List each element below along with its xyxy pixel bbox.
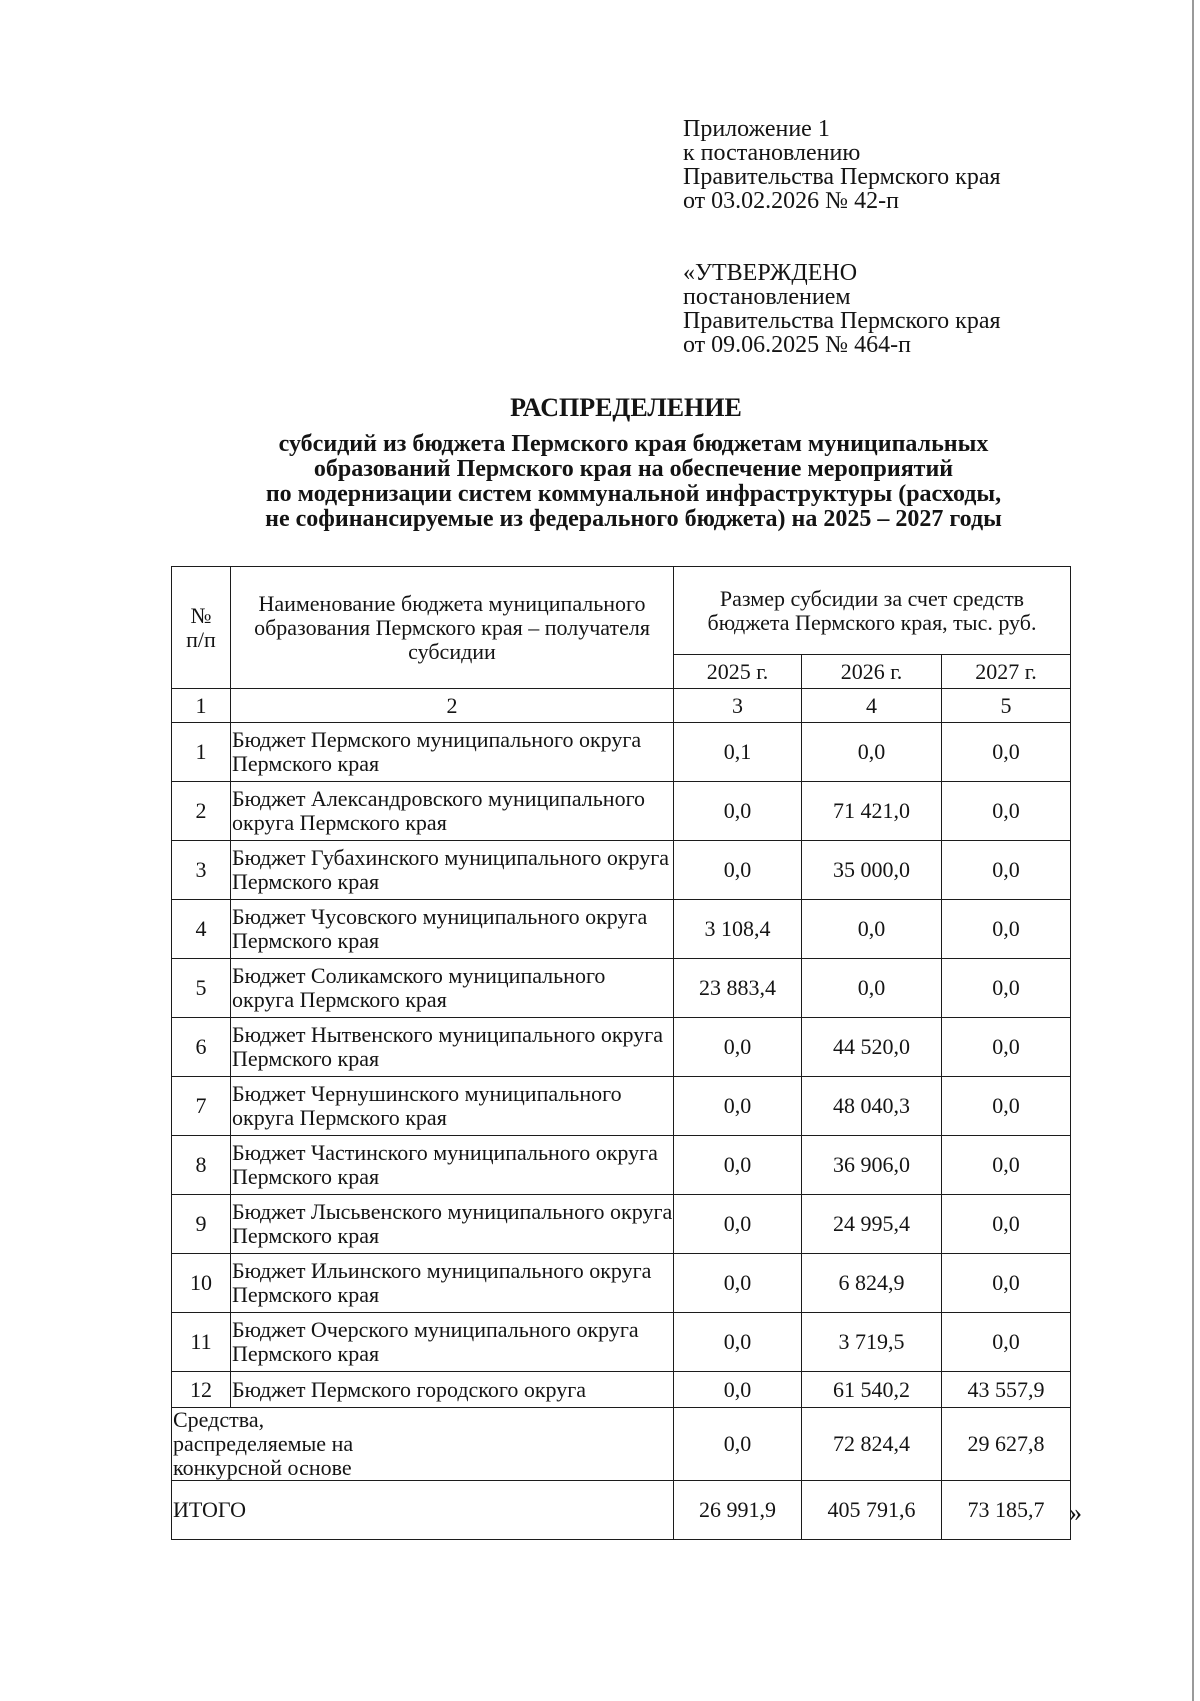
row-name: Бюджет Губахинского муниципального округа Пермского края (231, 841, 674, 900)
table-row (172, 1077, 1071, 1136)
total-label: ИТОГО (172, 1481, 674, 1540)
table-row (172, 1372, 1071, 1408)
table-row (172, 782, 1071, 841)
table-row (172, 1136, 1071, 1195)
row-name: Бюджет Александровского муниципального округа Пермского края (231, 782, 674, 841)
row-number: 12 (172, 1372, 231, 1408)
scan-edge-line (1192, 0, 1194, 1701)
row-name: Бюджет Чусовского муниципального округа Пермского края (231, 900, 674, 959)
annex-line-4: от 03.02.2026 № 42-п (683, 188, 899, 214)
table-row (172, 900, 1071, 959)
row-value-2027: 0,0 (942, 723, 1071, 782)
row-value-2026: 3 719,5 (802, 1313, 942, 1372)
competitive-row (172, 1408, 1071, 1481)
document-title: РАСПРЕДЕЛЕНИЕ (510, 393, 742, 422)
row-name: Бюджет Ильинского муниципального округа Пермского края (231, 1254, 674, 1313)
header-name: Наименование бюджета муниципального образования Пермского края – получателя субсидии (231, 567, 674, 689)
table-row (172, 841, 1071, 900)
row-name: Бюджет Нытвенского муниципального округа Пермского края (231, 1018, 674, 1077)
column-number-3: 3 (674, 689, 802, 723)
row-name: Бюджет Лысьвенского муниципального округа Пермского края (231, 1195, 674, 1254)
row-value-2027: 0,0 (942, 1254, 1071, 1313)
row-value-2027: 0,0 (942, 959, 1071, 1018)
header-year-2025: 2025 г. (674, 655, 802, 689)
row-value-2027: 0,0 (942, 1077, 1071, 1136)
row-number: 6 (172, 1018, 231, 1077)
row-value-2027: 0,0 (942, 1018, 1071, 1077)
row-value-2027: 0,0 (942, 841, 1071, 900)
competitive-label: Средства, распределяемые на конкурсной основе (172, 1408, 674, 1481)
column-numbers-row (172, 689, 1071, 723)
total-value-2027: 73 185,7 (942, 1481, 1071, 1540)
subtitle-line-4: не софинансируемые из федерального бюджета) на 2025 – 2027 годы (265, 506, 1002, 532)
row-value-2025: 3 108,4 (674, 900, 802, 959)
approved-line-4: от 09.06.2025 № 464-п (683, 332, 911, 358)
row-value-2025: 23 883,4 (674, 959, 802, 1018)
row-value-2026: 6 824,9 (802, 1254, 942, 1313)
column-number-2: 2 (231, 689, 674, 723)
row-name: Бюджет Частинского муниципального округа Пермского края (231, 1136, 674, 1195)
row-value-2026: 0,0 (802, 723, 942, 782)
header-num: № п/п (172, 567, 231, 689)
row-number: 5 (172, 959, 231, 1018)
competitive-value-2026: 72 824,4 (802, 1408, 942, 1481)
table-row (172, 959, 1071, 1018)
row-value-2027: 0,0 (942, 900, 1071, 959)
distribution-table (171, 566, 1071, 1540)
annex-line-3: Правительства Пермского края (683, 164, 1001, 190)
total-row (172, 1481, 1071, 1540)
column-number-1: 1 (172, 689, 231, 723)
table-row (172, 1018, 1071, 1077)
total-value-2025: 26 991,9 (674, 1481, 802, 1540)
row-name: Бюджет Пермского городского округа (231, 1372, 674, 1408)
row-number: 8 (172, 1136, 231, 1195)
row-value-2025: 0,0 (674, 1195, 802, 1254)
approved-line-2: постановлением (683, 284, 851, 310)
row-value-2026: 61 540,2 (802, 1372, 942, 1408)
header-year-2026: 2026 г. (802, 655, 942, 689)
subtitle-line-1: субсидий из бюджета Пермского края бюджетам муниципальных (278, 431, 989, 457)
annex-block (683, 117, 1001, 213)
competitive-value-2027: 29 627,8 (942, 1408, 1071, 1481)
row-value-2026: 0,0 (802, 959, 942, 1018)
row-number: 3 (172, 841, 231, 900)
row-name: Бюджет Чернушинского муниципального округа Пермского края (231, 1077, 674, 1136)
competitive-value-2025: 0,0 (674, 1408, 802, 1481)
header-year-2027: 2027 г. (942, 655, 1071, 689)
annex-line-1: Приложение 1 (683, 116, 830, 142)
header-row (172, 567, 1071, 655)
row-value-2026: 48 040,3 (802, 1077, 942, 1136)
row-value-2027: 0,0 (942, 1195, 1071, 1254)
subtitle-line-2: образований Пермского края на обеспечение мероприятий (313, 456, 954, 482)
table-row (172, 723, 1071, 782)
row-value-2026: 36 906,0 (802, 1136, 942, 1195)
document-subtitle (205, 432, 1062, 532)
row-value-2025: 0,0 (674, 841, 802, 900)
row-value-2025: 0,0 (674, 1018, 802, 1077)
row-number: 10 (172, 1254, 231, 1313)
row-name: Бюджет Пермского муниципального округа Пермского края (231, 723, 674, 782)
table-row (172, 1195, 1071, 1254)
row-value-2025: 0,0 (674, 1077, 802, 1136)
subtitle-line-3: по модернизации систем коммунальной инфраструктуры (расходы, (265, 481, 1002, 507)
row-value-2027: 0,0 (942, 782, 1071, 841)
row-value-2026: 0,0 (802, 900, 942, 959)
column-number-4: 4 (802, 689, 942, 723)
row-number: 7 (172, 1077, 231, 1136)
header-amount-group: Размер субсидии за счет средств бюджета Пермского края, тыс. руб. (674, 567, 1071, 655)
closing-quote: » (1069, 1498, 1082, 1527)
row-name: Бюджет Соликамского муниципального округа Пермского края (231, 959, 674, 1018)
row-number: 4 (172, 900, 231, 959)
column-number-5: 5 (942, 689, 1071, 723)
row-value-2025: 0,0 (674, 1136, 802, 1195)
row-value-2027: 43 557,9 (942, 1372, 1071, 1408)
row-number: 1 (172, 723, 231, 782)
row-value-2026: 44 520,0 (802, 1018, 942, 1077)
approved-line-3: Правительства Пермского края (683, 308, 1001, 334)
row-value-2026: 71 421,0 (802, 782, 942, 841)
row-number: 11 (172, 1313, 231, 1372)
total-value-2026: 405 791,6 (802, 1481, 942, 1540)
row-value-2025: 0,0 (674, 782, 802, 841)
row-value-2027: 0,0 (942, 1136, 1071, 1195)
row-value-2026: 35 000,0 (802, 841, 942, 900)
row-name: Бюджет Очерского муниципального округа Пермского края (231, 1313, 674, 1372)
row-value-2026: 24 995,4 (802, 1195, 942, 1254)
approved-line-1: «УТВЕРЖДЕНО (683, 260, 858, 286)
row-value-2025: 0,0 (674, 1313, 802, 1372)
annex-line-2: к постановлению (683, 140, 861, 166)
table-row (172, 1313, 1071, 1372)
row-value-2027: 0,0 (942, 1313, 1071, 1372)
row-value-2025: 0,1 (674, 723, 802, 782)
row-number: 2 (172, 782, 231, 841)
row-value-2025: 0,0 (674, 1254, 802, 1313)
table-row (172, 1254, 1071, 1313)
row-number: 9 (172, 1195, 231, 1254)
approved-block (683, 261, 1001, 357)
row-value-2025: 0,0 (674, 1372, 802, 1408)
